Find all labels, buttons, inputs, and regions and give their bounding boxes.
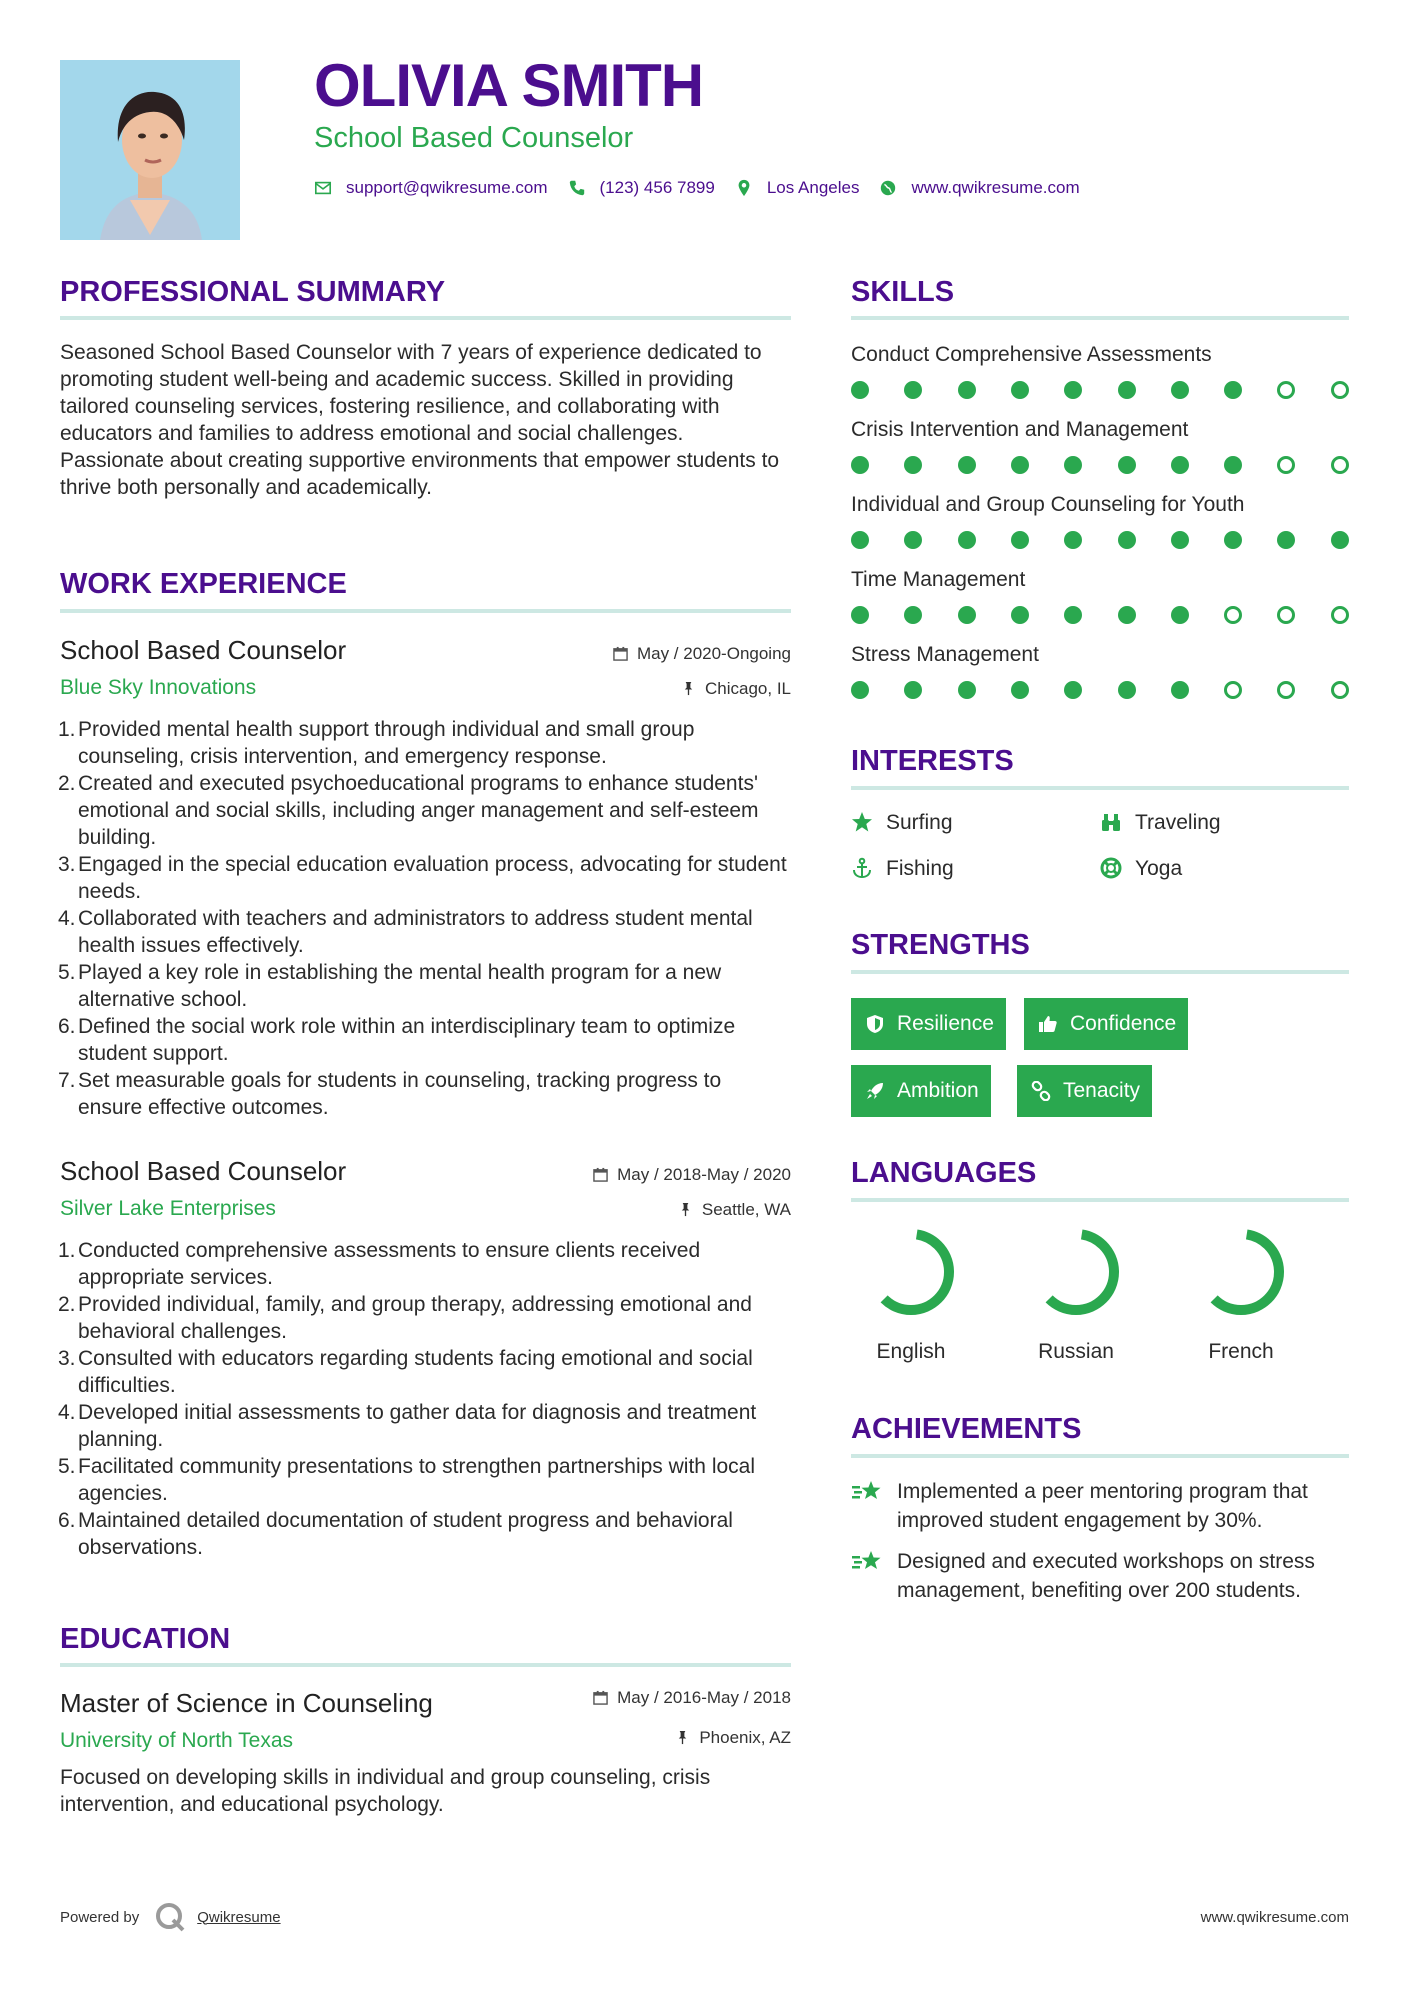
interest-label: Yoga xyxy=(1135,856,1183,880)
summary-text: Seasoned School Based Counselor with 7 years of experience dedicated to promoting student well-being and academic success. Skilled in providing tailored counseling services, fostering resilience, and collaborating with educators and families to address emotional and social challenges. Passionate about creating supportive environments that empower students to thrive both personally and academically. xyxy=(60,341,780,499)
job-company: Silver Lake Enterprises xyxy=(60,1197,276,1220)
bullet-text: Provided individual, family, and group therapy, addressing emotional and behavioral challenges. xyxy=(78,1293,752,1343)
achievements-rule xyxy=(851,1454,1349,1458)
achievement-text: Designed and executed workshops on stress management, benefiting over 200 students. xyxy=(897,1550,1315,1602)
rating-dot-filled xyxy=(1118,531,1136,549)
rating-dot-empty xyxy=(1277,381,1295,399)
job-bullets xyxy=(60,1237,791,1561)
shield-icon xyxy=(865,1014,885,1034)
achievement-text: Implemented a peer mentoring program that improved student engagement by 30%. xyxy=(897,1480,1308,1532)
rating-dot-filled xyxy=(1171,531,1189,549)
language-gauge-arc xyxy=(861,1222,961,1322)
rating-dot-filled xyxy=(1064,531,1082,549)
rating-dot-filled xyxy=(1011,681,1029,699)
skill-rating xyxy=(851,531,1349,553)
rating-dot-empty xyxy=(1331,606,1349,624)
rating-dot-filled xyxy=(904,606,922,624)
list-item: 1. Provided mental health support through individual and small group counseling, crisis intervention, and emergency response. xyxy=(58,718,695,768)
bullet-text: Conducted comprehensive assessments to ensure clients received appropriate services. xyxy=(78,1239,701,1289)
rating-dot-filled xyxy=(958,381,976,399)
rating-dot-empty xyxy=(1277,456,1295,474)
skill-rating xyxy=(851,606,1349,628)
rating-dot-empty xyxy=(1331,456,1349,474)
bullet-text: Set measurable goals for students in counseling, tracking progress to ensure effective outcomes. xyxy=(78,1069,722,1119)
bullet-text: Played a key role in establishing the mental health program for a new alternative school. xyxy=(78,961,722,1011)
pin-icon xyxy=(675,1730,690,1745)
list-item: 5. Facilitated community presentations to strengthen partnerships with local agencies. xyxy=(58,1455,756,1505)
bullet-text: Provided mental health support through individual and small group counseling, crisis intervention, and emergency response. xyxy=(78,718,695,768)
rating-dot-filled xyxy=(1064,381,1082,399)
interest-label: Fishing xyxy=(886,856,954,880)
job-dates xyxy=(593,1166,791,1183)
rating-dot-filled xyxy=(851,531,869,549)
rating-dot-filled xyxy=(1118,681,1136,699)
achievement-item xyxy=(851,1477,1349,1535)
rating-dot-filled xyxy=(958,456,976,474)
language-gauge-arc xyxy=(1191,1222,1291,1322)
rating-dot-filled xyxy=(1064,606,1082,624)
link-icon xyxy=(1031,1081,1051,1101)
rating-dot-filled xyxy=(904,381,922,399)
language-label: English xyxy=(876,1340,946,1363)
job-location xyxy=(678,1201,791,1218)
language-gauge xyxy=(1026,1222,1126,1322)
interest-item xyxy=(851,857,954,879)
rating-dot-filled xyxy=(851,606,869,624)
language-gauge xyxy=(1191,1222,1291,1322)
qwikresume-logo-icon xyxy=(153,1900,187,1934)
rating-dot-filled xyxy=(904,531,922,549)
strengths-rule xyxy=(851,970,1349,974)
pin-icon xyxy=(678,1202,693,1217)
skill-name: Time Management xyxy=(851,568,1026,591)
education-dates-text: May / 2016-May / 2018 xyxy=(617,1688,791,1707)
job-company: Blue Sky Innovations xyxy=(60,676,257,699)
job-location-text: Seattle, WA xyxy=(701,1200,791,1219)
languages-heading: LANGUAGES xyxy=(851,1157,1037,1189)
strengths-heading: STRENGTHS xyxy=(851,929,1030,961)
bullet-text: Facilitated community presentations to strengthen partnerships with local agencies. xyxy=(78,1455,756,1505)
job-dates xyxy=(613,645,791,662)
rating-dot-filled xyxy=(1224,381,1242,399)
rating-dot-filled xyxy=(1118,381,1136,399)
interest-item xyxy=(851,811,953,833)
job-bullets xyxy=(60,716,791,1121)
skills-rule xyxy=(851,316,1349,320)
list-item: 3. Engaged in the special education evaluation process, advocating for student needs. xyxy=(58,853,787,903)
location-text: Los Angeles xyxy=(766,178,860,197)
degree-title: Master of Science in Counseling xyxy=(60,1688,433,1718)
job-location-text: Chicago, IL xyxy=(705,679,791,698)
strength-label: Tenacity xyxy=(1063,1079,1141,1102)
rating-dot-filled xyxy=(1224,456,1242,474)
rating-dot-filled xyxy=(1064,681,1082,699)
rating-dot-filled xyxy=(958,681,976,699)
bullet-text: Defined the social work role within an interdisciplinary team to optimize student support. xyxy=(78,1015,736,1065)
powered-by-text: Powered by xyxy=(60,1908,140,1926)
interest-item xyxy=(1100,811,1221,833)
rating-dot-filled xyxy=(1118,456,1136,474)
education-description: Focused on developing skills in individual and group counseling, crisis intervention, and educational psychology. xyxy=(60,1766,711,1816)
language-item xyxy=(1016,1222,1136,1364)
languages-rule xyxy=(851,1198,1349,1202)
language-label: French xyxy=(1208,1340,1274,1363)
summary-rule xyxy=(60,316,791,320)
rating-dot-filled xyxy=(1171,606,1189,624)
bullet-text: Consulted with educators regarding students facing emotional and social difficulties. xyxy=(78,1347,753,1397)
rating-dot-filled xyxy=(1331,531,1349,549)
rating-dot-empty xyxy=(1277,681,1295,699)
rating-dot-filled xyxy=(1171,681,1189,699)
right-column xyxy=(851,0,1349,1990)
trophy-star-icon xyxy=(851,1477,885,1507)
bullet-text: Maintained detailed documentation of student progress and behavioral observations. xyxy=(78,1509,733,1559)
bullet-text: Created and executed psychoeducational programs to enhance students' emotional and social skills, including anger management and self-esteem building. xyxy=(78,772,759,849)
list-item: 4. Collaborated with teachers and administrators to address student mental health issues effectively. xyxy=(58,907,753,957)
strength-badge xyxy=(851,1065,991,1117)
skill-rating xyxy=(851,456,1349,478)
skill-name: Conduct Comprehensive Assessments xyxy=(851,343,1212,366)
website-text: www.qwikresume.com xyxy=(911,178,1080,197)
trophy-star-icon xyxy=(851,1547,885,1577)
list-item: 1. Conducted comprehensive assessments to ensure clients received appropriate services. xyxy=(58,1239,701,1289)
footer-powered-by xyxy=(60,1900,281,1934)
education-heading: EDUCATION xyxy=(60,1623,231,1655)
language-gauge-arc xyxy=(1026,1222,1126,1322)
rating-dot-filled xyxy=(1224,531,1242,549)
skill-rating xyxy=(851,381,1349,403)
education-rule xyxy=(60,1663,791,1667)
strength-badge xyxy=(851,998,1006,1050)
rating-dot-filled xyxy=(1171,381,1189,399)
interests-rule xyxy=(851,786,1349,790)
skill-name: Crisis Intervention and Management xyxy=(851,418,1189,441)
thumbs-up-icon xyxy=(1038,1014,1058,1034)
job-dates-text: May / 2018-May / 2020 xyxy=(617,1165,791,1184)
lifebuoy-icon xyxy=(1100,857,1122,879)
calendar-icon xyxy=(593,1167,608,1182)
rating-dot-filled xyxy=(851,381,869,399)
language-item xyxy=(851,1222,971,1364)
job-location xyxy=(681,680,791,697)
list-item: 2. Created and executed psychoeducational programs to enhance students' emotional and social skills, including anger management and self-esteem building. xyxy=(58,772,759,849)
calendar-icon xyxy=(613,646,628,661)
list-item: 5. Played a key role in establishing the mental health program for a new alternative school. xyxy=(58,961,722,1011)
list-item: 3. Consulted with educators regarding students facing emotional and social difficulties. xyxy=(58,1347,753,1397)
calendar-icon xyxy=(593,1690,608,1705)
rating-dot-filled xyxy=(1171,456,1189,474)
list-item: 7. Set measurable goals for students in counseling, tracking progress to ensure effective outcomes. xyxy=(58,1069,722,1119)
left-column xyxy=(60,0,791,1990)
rating-dot-filled xyxy=(1011,606,1029,624)
rating-dot-filled xyxy=(1064,456,1082,474)
language-gauge xyxy=(861,1222,961,1322)
list-item: 6. Defined the social work role within an interdisciplinary team to optimize student support. xyxy=(58,1015,736,1065)
rating-dot-empty xyxy=(1224,606,1242,624)
language-label: Russian xyxy=(1038,1340,1114,1363)
interest-label: Traveling xyxy=(1135,810,1221,834)
interest-item xyxy=(1100,857,1182,879)
interests-heading: INTERESTS xyxy=(851,745,1014,777)
rating-dot-filled xyxy=(851,456,869,474)
school-name: University of North Texas xyxy=(60,1729,294,1752)
skills-heading: SKILLS xyxy=(851,276,955,308)
binoculars-icon xyxy=(1100,811,1122,833)
pin-icon xyxy=(681,681,696,696)
phone-text: (123) 456 7899 xyxy=(599,178,715,197)
list-item: 6. Maintained detailed documentation of student progress and behavioral observations. xyxy=(58,1509,733,1559)
education-dates xyxy=(593,1689,791,1706)
job-title: School Based Counselor xyxy=(60,1156,347,1186)
skill-name: Individual and Group Counseling for Youth xyxy=(851,493,1245,516)
achievement-item xyxy=(851,1547,1349,1605)
strength-label: Resilience xyxy=(897,1012,994,1035)
candidate-name: OLIVIA SMITH xyxy=(314,52,704,119)
rating-dot-filled xyxy=(958,531,976,549)
education-location-text: Phoenix, AZ xyxy=(699,1728,791,1747)
work-rule xyxy=(60,609,791,613)
work-heading: WORK EXPERIENCE xyxy=(60,568,347,600)
candidate-title: School Based Counselor xyxy=(314,122,634,154)
rating-dot-filled xyxy=(1277,531,1295,549)
rating-dot-empty xyxy=(1277,606,1295,624)
email-text: support@qwikresume.com xyxy=(346,178,548,197)
list-item: 4. Developed initial assessments to gather data for diagnosis and treatment planning. xyxy=(58,1401,757,1451)
brand-link[interactable]: Qwikresume xyxy=(197,1908,281,1926)
rating-dot-filled xyxy=(851,681,869,699)
list-item: 2. Provided individual, family, and group therapy, addressing emotional and behavioral challenges. xyxy=(58,1293,752,1343)
strength-badge xyxy=(1024,998,1188,1050)
job-dates-text: May / 2020-Ongoing xyxy=(636,644,791,663)
interest-label: Surfing xyxy=(886,810,953,834)
star-icon xyxy=(851,811,873,833)
language-item xyxy=(1181,1222,1301,1364)
bullet-text: Collaborated with teachers and administrators to address student mental health issues effectively. xyxy=(78,907,753,957)
strength-label: Ambition xyxy=(897,1079,979,1102)
strength-badge xyxy=(1017,1065,1152,1117)
rating-dot-empty xyxy=(1224,681,1242,699)
achievements-heading: ACHIEVEMENTS xyxy=(851,1413,1082,1445)
rating-dot-filled xyxy=(1118,606,1136,624)
job-title: School Based Counselor xyxy=(60,635,347,665)
anchor-icon xyxy=(851,857,873,879)
footer-url[interactable]: www.qwikresume.com xyxy=(1200,1909,1349,1926)
rating-dot-empty xyxy=(1331,681,1349,699)
rocket-icon xyxy=(865,1081,885,1101)
rating-dot-filled xyxy=(1011,531,1029,549)
summary-heading: PROFESSIONAL SUMMARY xyxy=(60,276,446,308)
rating-dot-filled xyxy=(1011,456,1029,474)
rating-dot-filled xyxy=(904,456,922,474)
rating-dot-filled xyxy=(904,681,922,699)
rating-dot-empty xyxy=(1331,381,1349,399)
bullet-text: Engaged in the special education evaluation process, advocating for student needs. xyxy=(78,853,787,903)
education-location xyxy=(675,1729,791,1746)
skill-name: Stress Management xyxy=(851,643,1039,666)
skill-rating xyxy=(851,681,1349,703)
bullet-text: Developed initial assessments to gather data for diagnosis and treatment planning. xyxy=(78,1401,757,1451)
rating-dot-filled xyxy=(958,606,976,624)
strength-label: Confidence xyxy=(1070,1012,1177,1035)
rating-dot-filled xyxy=(1011,381,1029,399)
